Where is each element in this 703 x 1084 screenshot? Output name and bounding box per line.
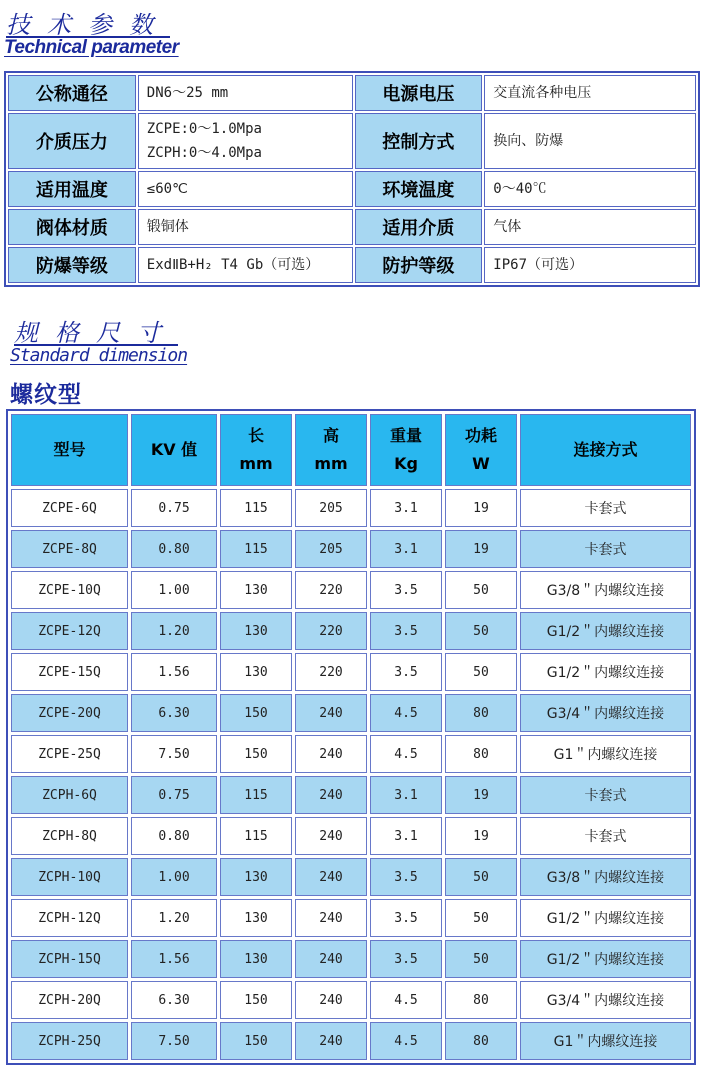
column-header — [445, 414, 517, 486]
table-cell: 240 — [295, 776, 367, 814]
table-row — [11, 612, 691, 650]
table-row — [11, 653, 691, 691]
parameter-value — [484, 247, 696, 283]
table-cell: 3.5 — [370, 612, 442, 650]
parameter-value-line: 换向、防爆 — [493, 133, 564, 149]
table-cell: 150 — [220, 1022, 292, 1060]
column-header-line: 型号 — [53, 440, 86, 459]
parameter-row — [8, 209, 696, 245]
table-cell: 115 — [220, 530, 292, 568]
parameter-value-line: ExdⅡB+H₂ T4 Gb（可选） — [146, 257, 320, 273]
table-cell: 115 — [220, 776, 292, 814]
parameter-label: 防爆等级 — [8, 247, 136, 283]
table-cell: G3/8＂内螺纹连接 — [520, 858, 691, 896]
parameter-label: 阀体材质 — [8, 209, 136, 245]
table-cell: 1.00 — [131, 571, 217, 609]
table-cell: ZCPH-10Q — [11, 858, 128, 896]
table-cell: 130 — [220, 940, 292, 978]
table-cell: 240 — [295, 735, 367, 773]
table-cell: 150 — [220, 735, 292, 773]
parameter-label: 适用介质 — [355, 209, 483, 245]
table-cell: 4.5 — [370, 735, 442, 773]
table-cell: 卡套式 — [520, 817, 691, 855]
table-cell: 4.5 — [370, 981, 442, 1019]
parameter-value — [138, 113, 353, 169]
table-cell: 1.20 — [131, 612, 217, 650]
column-header — [131, 414, 217, 486]
table-row — [11, 858, 691, 896]
technical-title-cn: 技术参数 — [6, 11, 170, 39]
table-cell: G1/2＂内螺纹连接 — [520, 899, 691, 937]
table-cell: 205 — [295, 489, 367, 527]
table-cell: 80 — [445, 694, 517, 732]
technical-parameter-table — [4, 71, 700, 287]
table-cell: ZCPE-10Q — [11, 571, 128, 609]
column-header-line: 长 — [247, 426, 264, 445]
parameter-label: 环境温度 — [355, 171, 483, 207]
table-cell: G1/2＂内螺纹连接 — [520, 612, 691, 650]
standard-title-en: Standard dimension — [10, 345, 188, 366]
column-header-line: Kg — [394, 454, 418, 473]
table-cell: 卡套式 — [520, 530, 691, 568]
parameter-row — [8, 75, 696, 111]
column-header — [295, 414, 367, 486]
parameter-row — [8, 113, 696, 169]
table-cell: 19 — [445, 530, 517, 568]
table-cell: 220 — [295, 653, 367, 691]
parameter-value — [138, 171, 353, 207]
table-cell: 50 — [445, 571, 517, 609]
table-cell: 50 — [445, 858, 517, 896]
table-cell: 115 — [220, 489, 292, 527]
column-header-line: KV 值 — [150, 440, 198, 459]
parameter-row — [8, 171, 696, 207]
table-cell: 19 — [445, 489, 517, 527]
table-row — [11, 981, 691, 1019]
table-cell: G1＂内螺纹连接 — [520, 735, 691, 773]
table-cell: 3.1 — [370, 530, 442, 568]
parameter-value — [138, 209, 353, 245]
table-cell: 130 — [220, 612, 292, 650]
table-cell: 3.5 — [370, 940, 442, 978]
table-cell: 7.50 — [131, 1022, 217, 1060]
thread-type-subtitle: 螺纹型 — [10, 381, 82, 408]
table-cell: ZCPE-6Q — [11, 489, 128, 527]
table-cell: 240 — [295, 940, 367, 978]
parameter-value — [484, 209, 696, 245]
table-cell: ZCPE-20Q — [11, 694, 128, 732]
table-cell: 50 — [445, 899, 517, 937]
table-cell: 130 — [220, 653, 292, 691]
column-header — [11, 414, 128, 486]
table-cell: 3.5 — [370, 858, 442, 896]
table-row — [11, 489, 691, 527]
table-cell: 1.00 — [131, 858, 217, 896]
parameter-label: 介质压力 — [8, 113, 136, 169]
parameter-value-line: DN6～25 mm — [146, 85, 229, 101]
table-cell: 130 — [220, 858, 292, 896]
parameter-value — [484, 75, 696, 111]
table-cell: 4.5 — [370, 694, 442, 732]
column-header — [520, 414, 691, 486]
table-cell: ZCPH-8Q — [11, 817, 128, 855]
dimension-table — [6, 409, 696, 1065]
table-cell: 3.5 — [370, 899, 442, 937]
table-row — [11, 571, 691, 609]
table-cell: 1.56 — [131, 940, 217, 978]
table-cell: 130 — [220, 899, 292, 937]
table-cell: 3.1 — [370, 817, 442, 855]
table-cell: ZCPH-6Q — [11, 776, 128, 814]
table-cell: 卡套式 — [520, 489, 691, 527]
table-row — [11, 940, 691, 978]
table-cell: ZCPH-20Q — [11, 981, 128, 1019]
column-header-line: 连接方式 — [573, 440, 638, 459]
table-cell: 240 — [295, 817, 367, 855]
column-header — [370, 414, 442, 486]
table-cell: 150 — [220, 981, 292, 1019]
table-cell: 240 — [295, 981, 367, 1019]
table-cell: 1.56 — [131, 653, 217, 691]
parameter-value — [484, 113, 696, 169]
table-cell: 19 — [445, 776, 517, 814]
table-cell: 4.5 — [370, 1022, 442, 1060]
table-cell: G1/2＂内螺纹连接 — [520, 653, 691, 691]
column-header — [220, 414, 292, 486]
table-cell: 50 — [445, 612, 517, 650]
table-cell: ZCPH-15Q — [11, 940, 128, 978]
table-cell: 3.5 — [370, 571, 442, 609]
parameter-value-line: 锻铜体 — [146, 219, 189, 235]
column-header-line: W — [472, 454, 490, 473]
column-header-line: 高 — [322, 426, 339, 445]
technical-title-en: Technical parameter — [4, 37, 179, 58]
parameter-row — [8, 247, 696, 283]
table-cell: 3.1 — [370, 776, 442, 814]
table-cell: 150 — [220, 694, 292, 732]
table-cell: 0.80 — [131, 530, 217, 568]
table-cell: 7.50 — [131, 735, 217, 773]
table-cell: 50 — [445, 940, 517, 978]
parameter-value-line: ZCPE:0～1.0Mpa — [146, 121, 262, 137]
table-cell: G1＂内螺纹连接 — [520, 1022, 691, 1060]
table-cell: 205 — [295, 530, 367, 568]
table-cell: 卡套式 — [520, 776, 691, 814]
table-cell: ZCPE-25Q — [11, 735, 128, 773]
parameter-label: 公称通径 — [8, 75, 136, 111]
table-cell: 240 — [295, 694, 367, 732]
table-cell: 0.75 — [131, 776, 217, 814]
table-cell: ZCPH-25Q — [11, 1022, 128, 1060]
column-header-line: 功耗 — [464, 426, 497, 445]
table-cell: 1.20 — [131, 899, 217, 937]
table-row — [11, 530, 691, 568]
table-cell: ZCPE-12Q — [11, 612, 128, 650]
table-cell: 19 — [445, 817, 517, 855]
parameter-value-line: 0～40℃ — [493, 181, 547, 197]
parameter-value-line: ZCPH:0～4.0Mpa — [146, 145, 262, 161]
table-cell: 6.30 — [131, 694, 217, 732]
parameter-value-line: IP67（可选） — [493, 257, 583, 273]
table-row — [11, 735, 691, 773]
table-row — [11, 776, 691, 814]
parameter-value — [138, 75, 353, 111]
table-cell: 3.1 — [370, 489, 442, 527]
table-cell: 240 — [295, 1022, 367, 1060]
table-cell: 80 — [445, 1022, 517, 1060]
parameter-label: 适用温度 — [8, 171, 136, 207]
parameter-label: 防护等级 — [355, 247, 483, 283]
table-cell: ZCPH-12Q — [11, 899, 128, 937]
table-cell: 80 — [445, 981, 517, 1019]
column-header-line: mm — [314, 454, 348, 473]
parameter-value-line: 交直流各种电压 — [493, 85, 592, 101]
table-cell: 50 — [445, 653, 517, 691]
table-cell: 80 — [445, 735, 517, 773]
table-cell: G3/8＂内螺纹连接 — [520, 571, 691, 609]
table-cell: 0.80 — [131, 817, 217, 855]
parameter-label: 控制方式 — [355, 113, 483, 169]
table-row — [11, 899, 691, 937]
table-cell: 3.5 — [370, 653, 442, 691]
standard-title-cn: 规格尺寸 — [14, 319, 178, 347]
table-cell: ZCPE-8Q — [11, 530, 128, 568]
parameter-label: 电源电压 — [355, 75, 483, 111]
parameter-value — [484, 171, 696, 207]
parameter-value-line: ≤60℃ — [146, 181, 188, 197]
table-cell: 220 — [295, 612, 367, 650]
parameter-value — [138, 247, 353, 283]
parameter-value-line: 气体 — [493, 219, 522, 235]
table-cell: 6.30 — [131, 981, 217, 1019]
table-cell: G3/4＂内螺纹连接 — [520, 694, 691, 732]
table-cell: 240 — [295, 899, 367, 937]
column-header-line: 重量 — [389, 426, 422, 445]
table-row — [11, 694, 691, 732]
table-cell: 0.75 — [131, 489, 217, 527]
table-row — [11, 817, 691, 855]
table-cell: 130 — [220, 571, 292, 609]
table-cell: 220 — [295, 571, 367, 609]
table-cell: ZCPE-15Q — [11, 653, 128, 691]
table-cell: G1/2＂内螺纹连接 — [520, 940, 691, 978]
table-cell: G3/4＂内螺纹连接 — [520, 981, 691, 1019]
column-header-line: mm — [239, 454, 273, 473]
table-cell: 240 — [295, 858, 367, 896]
table-row — [11, 1022, 691, 1060]
table-cell: 115 — [220, 817, 292, 855]
